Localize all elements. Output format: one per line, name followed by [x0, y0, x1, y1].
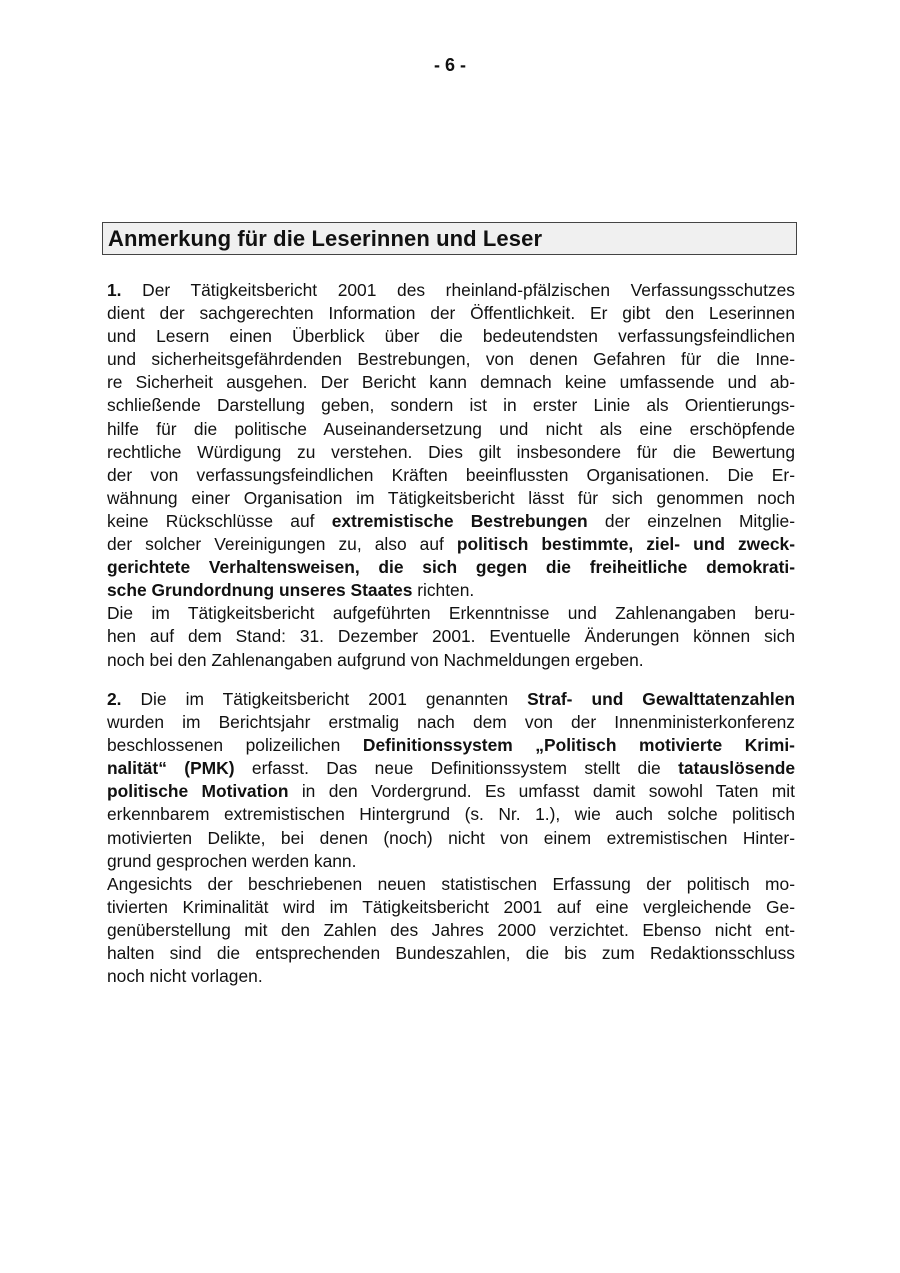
text-line	[107, 734, 795, 757]
bold-text: 1.	[107, 280, 122, 300]
text-line	[107, 625, 795, 648]
text-line	[107, 279, 795, 302]
text-line	[107, 464, 795, 487]
text-run: Die im Tätigkeitsbericht 2001 genannten	[121, 689, 528, 709]
text-line	[107, 803, 795, 826]
text-line	[107, 418, 795, 441]
text-line	[107, 302, 795, 325]
text-line	[107, 827, 795, 850]
text-line	[107, 371, 795, 394]
bold-text: politisch bestimmte, ziel- und zweck-	[456, 534, 796, 555]
text-run: Die im Tätigkeitsbericht aufgeführten Erkenntnisse und Zahlenangaben beru-	[107, 603, 795, 624]
text-line	[107, 325, 795, 348]
bold-text: Definitionssystem „Politisch motivierte Krimi-	[362, 735, 795, 756]
bold-text: tatauslösende	[678, 758, 795, 779]
text-run: keine Rückschlüsse auf	[107, 510, 332, 531]
text-line	[107, 873, 795, 896]
bold-text: sche Grundordnung unseres Staates	[107, 580, 413, 601]
text-run: halten sind die entsprechenden Bundeszahlen, die bis zum Redaktionsschluss	[107, 943, 795, 964]
text-run: der von verfassungsfeindlichen Kräften beeinflussten Organisationen. Die Er-	[107, 464, 795, 485]
text-line	[107, 649, 795, 672]
text-run: dient der sachgerechten Information der Öffentlichkeit. Er gibt den Leserinnen	[107, 303, 795, 324]
text-run: erkennbarem extremistischen Hintergrund (s. Nr. 1.), wie auch solche politisch	[107, 804, 795, 825]
text-line	[107, 441, 795, 464]
bold-text: 2.	[107, 689, 122, 709]
text-run: tivierten Kriminalität wird im Tätigkeitsbericht 2001 auf eine vergleichende Ge-	[107, 896, 795, 917]
text-line	[107, 510, 795, 533]
text-line	[107, 780, 795, 803]
text-line	[107, 533, 795, 556]
text-run: wurden im Berichtsjahr erstmalig nach dem von der Innenministerkonferenz	[107, 712, 795, 733]
text-run: erfasst. Das neue Definitionssystem stellt die	[234, 758, 679, 779]
text-line	[107, 711, 795, 734]
text-run: rechtliche Würdigung zu verstehen. Dies gilt insbesondere für die Bewertung	[107, 441, 795, 462]
paragraph-2	[107, 688, 795, 988]
bold-text: gerichtete Verhaltensweisen, die sich gegen die freiheitliche demokrati-	[107, 557, 795, 578]
text-run: der einzelnen Mitglie-	[587, 510, 795, 531]
text-line	[107, 579, 795, 602]
text-run: Der Tätigkeitsbericht 2001 des rheinland-pfälzischen Verfassungsschutzes	[121, 280, 795, 300]
text-run: genüberstellung mit den Zahlen des Jahres 2000 verzichtet. Ebenso nicht ent-	[107, 919, 795, 940]
text-run: schließende Darstellung geben, sondern ist in erster Linie als Orientierungs-	[107, 395, 795, 416]
text-run: in den Vordergrund. Es umfasst damit sowohl Taten mit	[288, 781, 795, 802]
text-run: noch bei den Zahlenangaben aufgrund von Nachmeldungen ergeben.	[107, 649, 644, 670]
text-run: der solcher Vereinigungen zu, also auf	[107, 534, 457, 555]
text-run: und sicherheitsgefährdenden Bestrebungen, von denen Gefahren für die Inne-	[107, 349, 795, 370]
text-line	[107, 394, 795, 417]
text-line	[107, 602, 795, 625]
section-heading-box	[102, 222, 797, 255]
text-line	[107, 688, 795, 711]
text-run: Angesichts der beschriebenen neuen statistischen Erfassung der politisch mo-	[107, 873, 795, 894]
paragraph-1	[107, 279, 795, 672]
text-run: beschlossenen polizeilichen	[107, 735, 363, 756]
text-run: hilfe für die politische Auseinandersetzung und nicht als eine erschöpfende	[107, 418, 795, 439]
text-run: noch nicht vorlagen.	[107, 966, 263, 987]
text-line	[107, 896, 795, 919]
text-run: hen auf dem Stand: 31. Dezember 2001. Eventuelle Änderungen können sich	[107, 626, 795, 647]
text-line	[107, 487, 795, 510]
text-run: wähnung einer Organisation im Tätigkeitsbericht lässt für sich genommen noch	[107, 487, 795, 508]
page-number: - 6 -	[433, 55, 466, 75]
bold-text: extremistische Bestrebungen	[331, 510, 588, 531]
text-run: richten.	[412, 580, 475, 601]
text-line	[107, 556, 795, 579]
text-line	[107, 850, 795, 873]
text-run: motivierten Delikte, bei denen (noch) nicht von einem extremistischen Hinter-	[107, 827, 795, 848]
bold-text: politische Motivation	[107, 781, 289, 802]
text-run: und Lesern einen Überblick über die bedeutendsten verfassungsfeindlichen	[107, 326, 795, 347]
text-line	[107, 348, 795, 371]
bold-text: Straf- und Gewalttatenzahlen	[527, 689, 795, 709]
text-run: grund gesprochen werden kann.	[107, 850, 357, 871]
bold-text: nalität“ (PMK)	[107, 758, 235, 779]
text-line	[107, 757, 795, 780]
text-line	[107, 965, 795, 988]
text-line	[107, 942, 795, 965]
text-line	[107, 919, 795, 942]
text-run: re Sicherheit ausgehen. Der Bericht kann demnach keine umfassende und ab-	[107, 372, 795, 393]
section-heading: Anmerkung für die Leserinnen und Leser	[108, 226, 543, 251]
